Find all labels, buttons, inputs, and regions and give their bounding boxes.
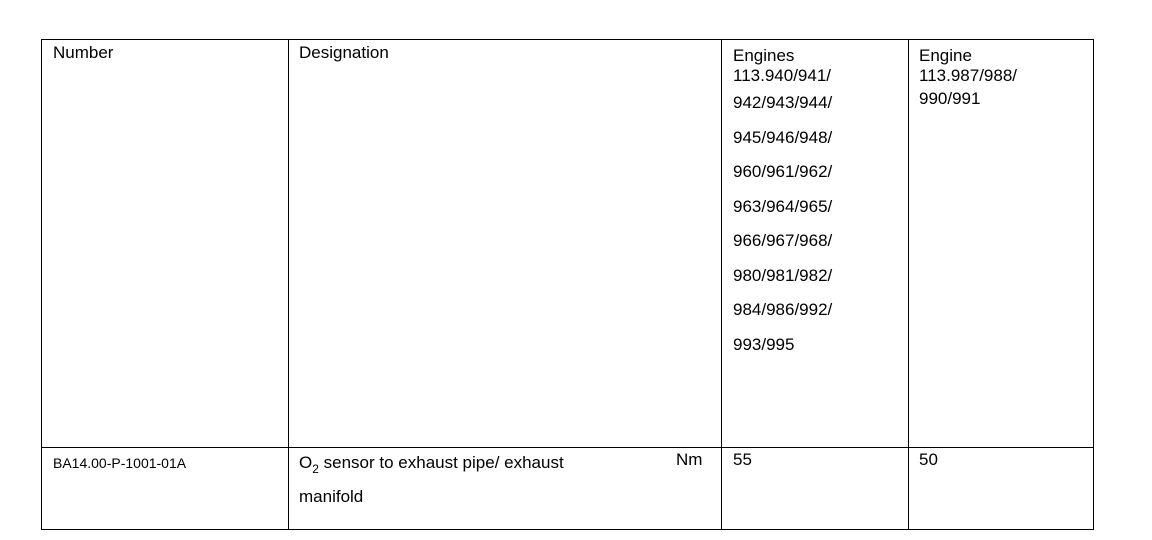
header-engine-b-line: 990/991 [919, 89, 981, 108]
o2-subscript: 2 [312, 462, 319, 476]
engine-list-line: 993/995 [733, 334, 795, 354]
header-engine-b [919, 46, 1017, 109]
header-engine-b-line: 113.987/988/ [919, 66, 1017, 85]
engine-b-value: 50 [919, 450, 938, 469]
column-divider [721, 40, 722, 529]
designation-line [299, 453, 564, 474]
engine-list-line: 966/967/968/ [733, 231, 833, 250]
designation-text: sensor to exhaust pipe/ exhaust [318, 453, 564, 472]
header-engines-a-line: 113.940/941/ [733, 66, 831, 85]
engine-list-line: 963/964/965/ [733, 196, 833, 216]
engines-a-value: 55 [733, 450, 752, 469]
header-engine-b-title: Engine [919, 46, 972, 65]
column-divider [288, 40, 289, 529]
engine-list-line: 942/943/944/ [733, 93, 833, 112]
row-designation [299, 453, 564, 507]
engines-a-list [733, 86, 832, 362]
header-designation: Designation [299, 43, 389, 62]
column-divider [908, 40, 909, 529]
row-divider [42, 447, 1093, 448]
torque-spec-table [41, 39, 1094, 530]
header-number: Number [53, 43, 114, 62]
engine-list-line: 984/986/992/ [733, 300, 833, 319]
designation-line: manifold [299, 487, 364, 506]
o2-symbol: O [299, 453, 313, 472]
unit-label: Nm [676, 450, 703, 469]
engine-list-line: 945/946/948/ [733, 127, 833, 147]
row-number: BA14.00-P-1001-01A [53, 455, 187, 471]
engine-list-line: 960/961/962/ [733, 162, 833, 181]
header-engines-a-title: Engines [733, 46, 795, 65]
engine-list-line: 980/981/982/ [733, 265, 833, 285]
header-engines-a [733, 46, 831, 86]
